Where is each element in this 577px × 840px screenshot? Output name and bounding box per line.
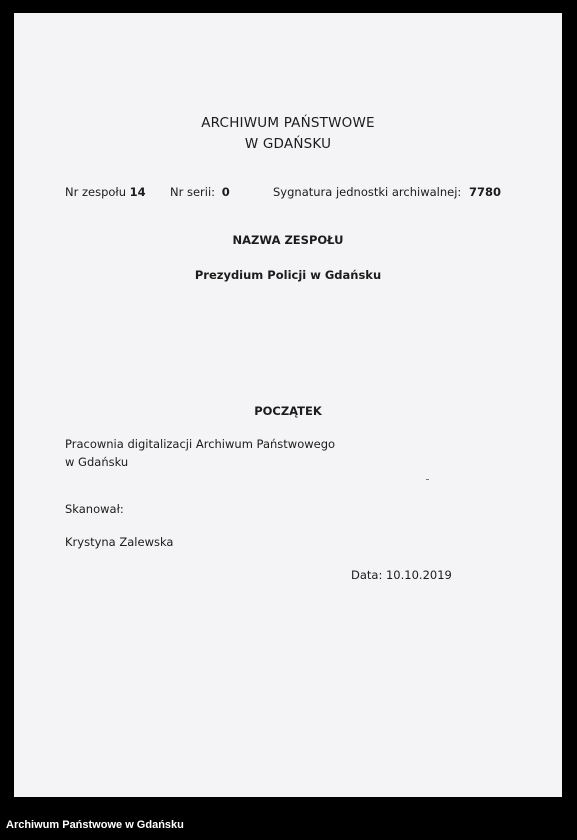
fond-number-value: 14 xyxy=(129,185,146,199)
document-page xyxy=(14,13,562,797)
scanned-by-label: Skanował: xyxy=(65,502,124,516)
fond-number-label: Nr zespołu xyxy=(65,185,126,199)
series-number-value: 0 xyxy=(221,185,230,199)
paper-speck xyxy=(426,479,429,480)
archival-signature-label: Sygnatura jednostki archiwalnej: xyxy=(273,185,462,199)
digitization-lab-line1: Pracownia digitalizacji Archiwum Państwowego xyxy=(65,437,336,451)
fond-name-value: Prezydium Policji w Gdańsku xyxy=(194,268,382,282)
fond-name-heading: NAZWA ZESPOŁU xyxy=(232,233,344,247)
digitization-lab-line2: w Gdańsku xyxy=(65,455,129,469)
archival-signature xyxy=(273,185,501,199)
archive-caption: Archiwum Państwowe w Gdańsku xyxy=(6,819,184,831)
scanned-by-name: Krystyna Zalewska xyxy=(65,535,174,549)
archive-name-line2: W GDAŃSKU xyxy=(244,136,332,152)
start-heading: POCZĄTEK xyxy=(254,404,322,418)
archive-name-line1: ARCHIWUM PAŃSTWOWE xyxy=(201,115,375,131)
archival-signature-value: 7780 xyxy=(468,185,501,199)
fond-number xyxy=(65,185,146,199)
scan-date: Data: 10.10.2019 xyxy=(351,568,452,582)
series-number-label: Nr serii: xyxy=(170,185,216,199)
series-number xyxy=(170,185,230,199)
